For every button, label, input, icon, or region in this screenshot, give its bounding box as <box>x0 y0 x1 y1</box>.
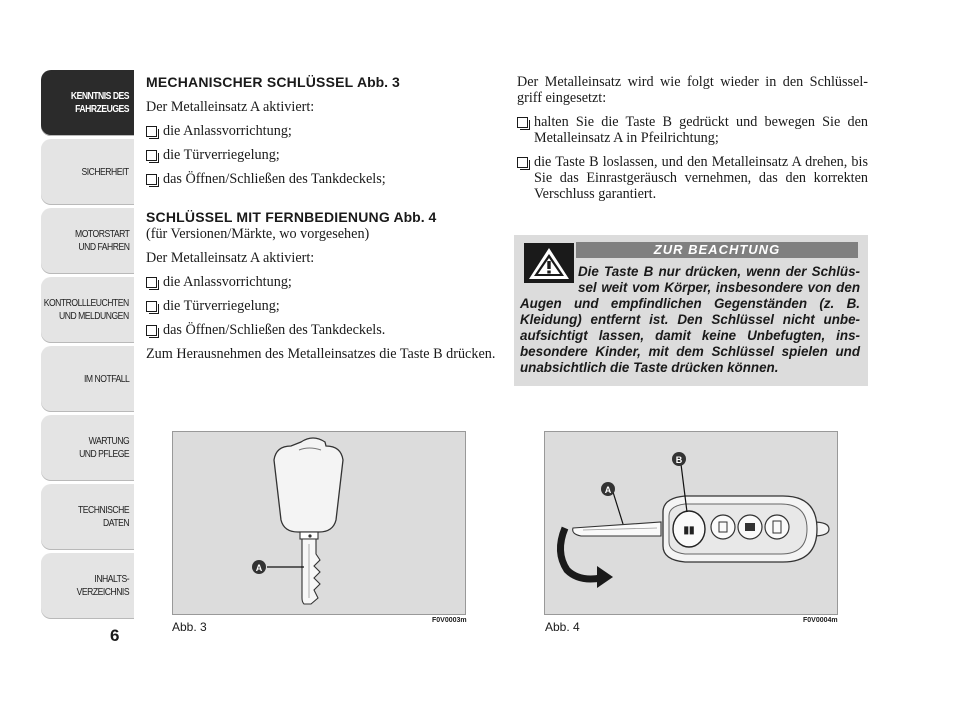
figure-caption: Abb. 4 <box>545 620 580 634</box>
tab-label: WARTUNG UND PFLEGE <box>78 435 130 460</box>
mechanical-key-icon <box>173 432 465 614</box>
svg-text:▮▮: ▮▮ <box>683 525 695 536</box>
tab-label: KONTROLLLEUCHTEN UND MELDUNGEN <box>44 297 130 322</box>
checkbox-bullet-icon <box>517 117 528 128</box>
tab-label: KENNTNIS DES FAHRZEUGES <box>70 90 130 115</box>
tab-kenntnis-des-fahrzeuges[interactable] <box>41 70 134 136</box>
callout-label: A <box>255 563 263 573</box>
figure-mechanical-key <box>172 431 466 615</box>
paragraph: (für Versionen/Märkte, wo vorgesehen) <box>146 226 370 242</box>
callout-label: B <box>675 455 683 465</box>
list-item: die Türverriegelung; <box>146 147 496 163</box>
checkbox-bullet-icon <box>146 174 157 185</box>
page-number: 6 <box>110 626 120 645</box>
warning-title: ZUR BEACHTUNG <box>576 242 858 258</box>
checkbox-bullet-icon <box>517 157 528 168</box>
warning-text: Die Taste B nur drücken, wenn der Schlüs-sel weit vom Körper, insbesondere von den Augen und empfindlichen Gegenständen (z. B. Kleidung) entfernt ist. Den Schlüssel nicht unbe-aufsichtigt lassen, damit keine Unbefugten, ins-besondere Kinder, mit dem Schlüssel spielen und unabsichtlich die Taste drücken können. <box>520 264 860 375</box>
tab-label: MOTORSTART UND FAHREN <box>74 228 130 253</box>
figure-code: F0V0004m <box>803 617 838 624</box>
list-item: die Türverriegelung; <box>146 298 496 314</box>
figure-code: F0V0003m <box>432 617 467 624</box>
list-item: die Anlassvorrichtung; <box>146 274 496 290</box>
checkbox-bullet-icon <box>146 150 157 161</box>
list-item: die Anlassvorrichtung; <box>146 123 496 139</box>
checkbox-bullet-icon <box>146 277 157 288</box>
left-column <box>146 74 496 370</box>
list-item: das Öffnen/Schließen des Tankdeckels; <box>146 171 496 187</box>
tab-motorstart-und-fahren[interactable] <box>41 208 134 274</box>
remote-key-icon <box>545 432 837 614</box>
tab-label: TECHNISCHE DATEN <box>78 504 130 529</box>
paragraph: Der Metalleinsatz A aktiviert: <box>146 99 315 115</box>
paragraph: Zum Herausnehmen des Metalleinsatzes die Taste B drücken. <box>146 346 496 362</box>
checkbox-bullet-icon <box>146 126 157 137</box>
callout-label: A <box>604 485 612 495</box>
tab-technische-daten[interactable] <box>41 484 134 550</box>
paragraph: Der Metalleinsatz A aktiviert: <box>146 250 315 266</box>
tab-inhaltsverzeichnis[interactable] <box>41 553 134 619</box>
figure-reference: Abb. 3 <box>356 74 400 90</box>
right-column <box>517 74 868 210</box>
tab-wartung-und-pflege[interactable] <box>41 415 134 481</box>
section-heading: SCHLÜSSEL MIT FERNBEDIENUNG Abb. 4 <box>146 209 437 225</box>
section-heading: MECHANISCHER SCHLÜSSEL Abb. 3 <box>146 74 400 90</box>
tab-label: SICHERHEIT <box>81 165 130 178</box>
checkbox-bullet-icon <box>146 325 157 336</box>
figure-reference: Abb. 4 <box>393 209 437 225</box>
tab-label: INHALTS- VERZEICHNIS <box>76 573 130 598</box>
tab-im-notfall[interactable] <box>41 346 134 412</box>
figure-caption: Abb. 3 <box>172 620 207 634</box>
list-item: die Taste B loslassen, und den Metalleinsatz A drehen, bis Sie das Einrastgeräusch vernehmen, das den korrekten Verschluss garantiert. <box>517 154 868 202</box>
tab-kontrollleuchten-und-meldungen[interactable] <box>41 277 134 343</box>
checkbox-bullet-icon <box>146 301 157 312</box>
figure-remote-key <box>544 431 838 615</box>
warning-box <box>514 235 868 386</box>
list-item: das Öffnen/Schließen des Tankdeckels. <box>146 322 496 338</box>
paragraph: Der Metalleinsatz wird wie folgt wieder in den Schlüssel-griff eingesetzt: <box>517 74 868 106</box>
tab-label: IM NOTFALL <box>83 372 130 385</box>
list-item: halten Sie die Taste B gedrückt und bewegen Sie den Metalleinsatz A in Pfeilrichtung; <box>517 114 868 146</box>
tab-sicherheit[interactable] <box>41 139 134 205</box>
